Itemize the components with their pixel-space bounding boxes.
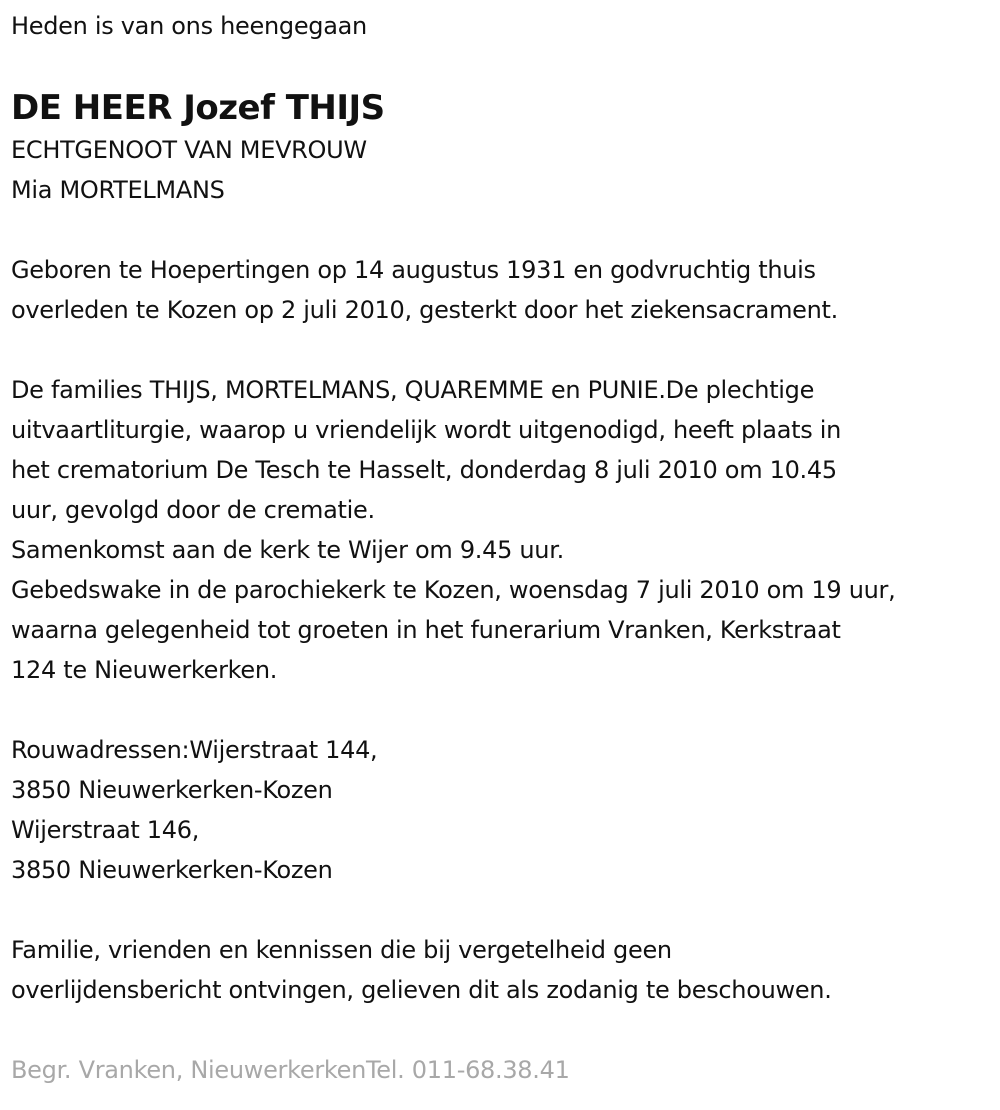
ceremony-line: Samenkomst aan de kerk te Wijer om 9.45 uur. <box>11 536 564 564</box>
deceased-name: DE HEER Jozef THIJS <box>11 88 385 128</box>
spacer <box>11 330 996 370</box>
death-notice <box>11 6 996 1090</box>
closing-line: Familie, vrienden en kennissen die bij vergetelheid geen <box>11 936 672 964</box>
address-line: Wijerstraat 146, <box>11 816 200 844</box>
ceremony-paragraph <box>11 370 996 690</box>
intro-text: Heden is van ons heengegaan <box>11 12 367 40</box>
ceremony-line: 124 te Nieuwerkerken. <box>11 656 278 684</box>
ceremony-line: uitvaartliturgie, waarop u vriendelijk wordt uitgenodigd, heeft plaats in <box>11 416 842 444</box>
address-line: 3850 Nieuwerkerken-Kozen <box>11 776 333 804</box>
spacer <box>11 690 996 730</box>
birth-death-line: overleden te Kozen op 2 juli 2010, gesterkt door het ziekensacrament. <box>11 296 838 324</box>
funeral-director-footer: Begr. Vranken, NieuwerkerkenTel. 011-68.38.41 <box>11 1056 570 1084</box>
ceremony-line: De families THIJS, MORTELMANS, QUAREMME en PUNIE.De plechtige <box>11 376 815 404</box>
spouse-title: ECHTGENOOT VAN MEVROUW <box>11 136 367 164</box>
ceremony-line: het crematorium De Tesch te Hasselt, donderdag 8 juli 2010 om 10.45 <box>11 456 837 484</box>
birth-death-line: Geboren te Hoepertingen op 14 augustus 1931 en godvruchtig thuis <box>11 256 816 284</box>
spacer <box>11 210 996 250</box>
ceremony-line: uur, gevolgd door de crematie. <box>11 496 375 524</box>
addresses-paragraph <box>11 730 996 890</box>
ceremony-line: Gebedswake in de parochiekerk te Kozen, woensdag 7 juli 2010 om 19 uur, <box>11 576 896 604</box>
spouse-name: Mia MORTELMANS <box>11 176 225 204</box>
address-line: Rouwadressen:Wijerstraat 144, <box>11 736 378 764</box>
closing-paragraph <box>11 930 996 1010</box>
birth-death-paragraph <box>11 250 996 330</box>
spacer <box>11 1010 996 1050</box>
ceremony-line: waarna gelegenheid tot groeten in het funerarium Vranken, Kerkstraat <box>11 616 841 644</box>
address-line: 3850 Nieuwerkerken-Kozen <box>11 856 333 884</box>
closing-line: overlijdensbericht ontvingen, gelieven dit als zodanig te beschouwen. <box>11 976 832 1004</box>
spacer <box>11 890 996 930</box>
